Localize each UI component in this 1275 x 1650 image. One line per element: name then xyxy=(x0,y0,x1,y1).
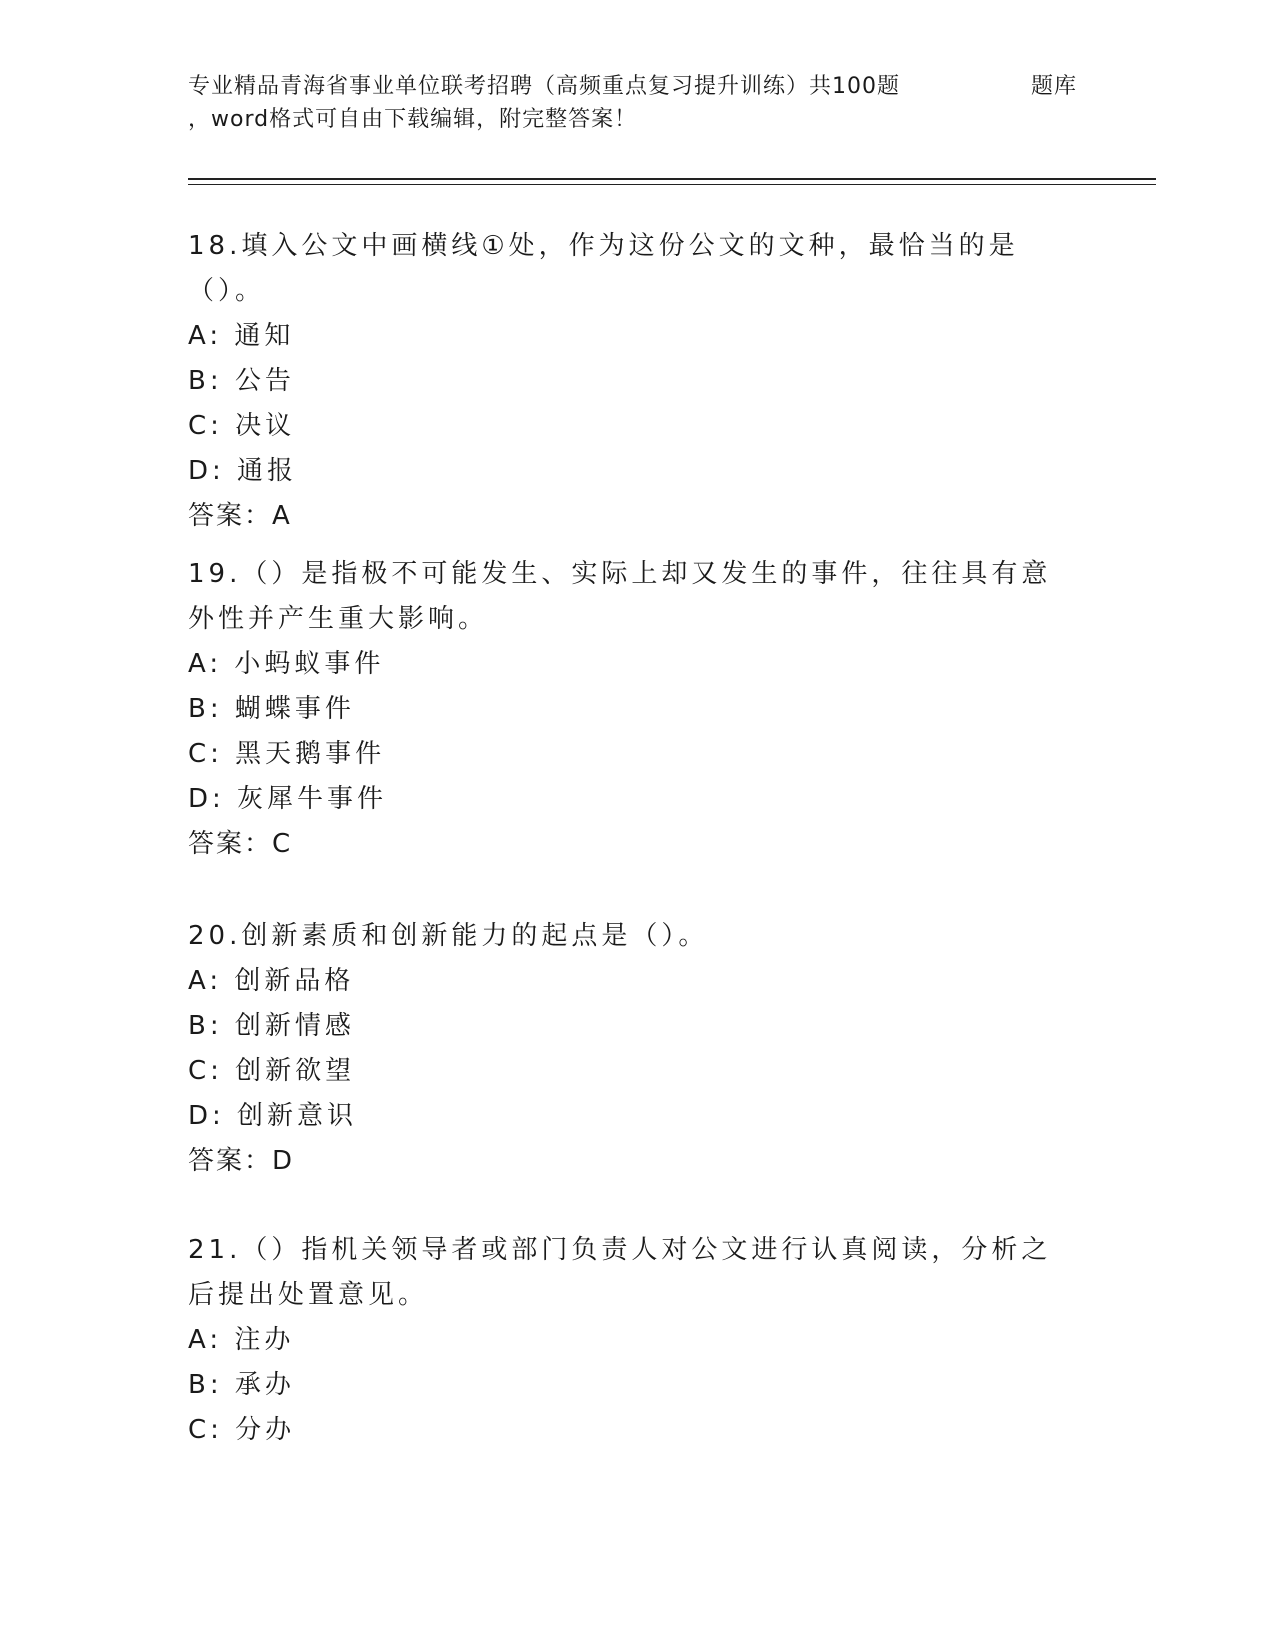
option-b: B: 创新情感 xyxy=(188,1011,355,1041)
document-header xyxy=(188,70,1088,136)
answer-label: 答案： xyxy=(188,829,273,859)
question-18 xyxy=(188,224,1068,539)
option-d: D: 通报 xyxy=(188,456,298,486)
document-tag: 题库 xyxy=(1031,74,1078,99)
answer-value: C xyxy=(272,829,292,859)
option-c: C: 黑天鹅事件 xyxy=(188,739,386,769)
option-c: C: 决议 xyxy=(188,411,296,441)
answer-value: A xyxy=(272,501,291,531)
option-a: A: 小蚂蚁事件 xyxy=(188,649,385,679)
header-rule-thick xyxy=(188,178,1156,180)
option-d: D: 灰犀牛事件 xyxy=(188,784,388,814)
document-title: 专业精品青海省事业单位联考招聘（高频重点复习提升训练）共100题 xyxy=(188,74,900,99)
answer-line xyxy=(188,822,1068,867)
option-a: A: 通知 xyxy=(188,321,295,351)
answer-label: 答案： xyxy=(188,501,273,531)
option-a: A: 创新品格 xyxy=(188,966,355,996)
answer-line xyxy=(188,1139,1068,1184)
option-b: B: 蝴蝶事件 xyxy=(188,694,355,724)
question-stem: 21.（）指机关领导者或部门负责人对公文进行认真阅读，分析之后提出处置意见。 xyxy=(188,1235,1052,1310)
answer-line xyxy=(188,494,1068,539)
question-stem: 18.填入公文中画横线①处，作为这份公文的文种，最恰当的是（）。 xyxy=(188,231,1019,306)
option-c: C: 分办 xyxy=(188,1415,296,1445)
option-b: B: 承办 xyxy=(188,1370,295,1400)
answer-value: D xyxy=(272,1146,294,1176)
answer-label: 答案： xyxy=(188,1146,273,1176)
option-b: B: 公告 xyxy=(188,366,295,396)
option-a: A: 注办 xyxy=(188,1325,295,1355)
question-stem: 20.创新素质和创新能力的起点是（）。 xyxy=(188,921,709,951)
header-rule-thin xyxy=(188,184,1156,185)
question-21 xyxy=(188,1228,1068,1453)
question-19 xyxy=(188,552,1068,867)
question-20 xyxy=(188,914,1068,1184)
question-stem: 19.（）是指极不可能发生、实际上却又发生的事件，往往具有意外性并产生重大影响。 xyxy=(188,559,1052,634)
option-d: D: 创新意识 xyxy=(188,1101,358,1131)
document-subtitle: ，word格式可自由下载编辑，附完整答案！ xyxy=(188,107,638,132)
option-c: C: 创新欲望 xyxy=(188,1056,356,1086)
